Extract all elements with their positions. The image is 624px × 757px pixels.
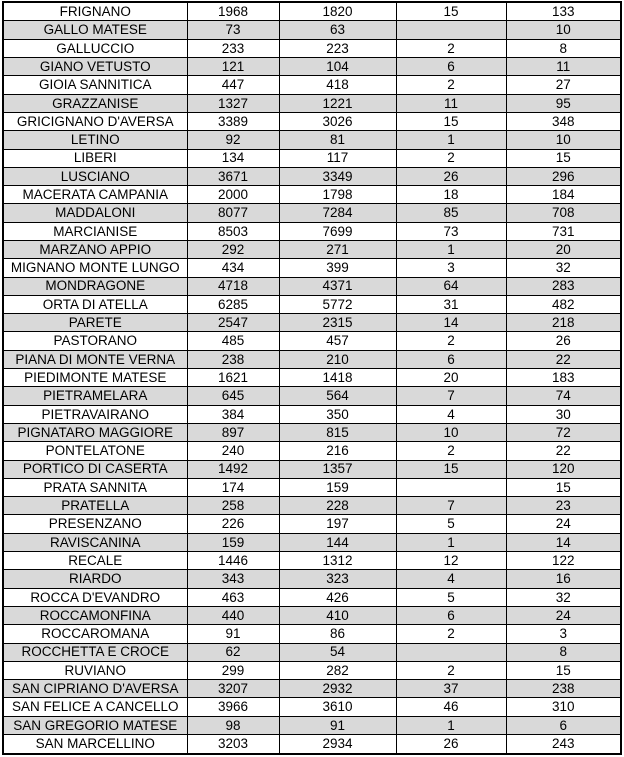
value-cell: 73 (396, 222, 506, 240)
value-cell: 11 (396, 94, 506, 112)
value-cell: 15 (396, 2, 506, 21)
value-cell: 27 (506, 76, 621, 94)
municipality-cell: PRESENZANO (3, 515, 187, 533)
value-cell: 4 (396, 570, 506, 588)
value-cell: 7699 (279, 222, 396, 240)
value-cell: 1 (396, 241, 506, 259)
value-cell: 24 (506, 515, 621, 533)
table-row (3, 295, 621, 313)
value-cell: 3966 (187, 698, 279, 716)
value-cell: 8077 (187, 204, 279, 222)
table-row (3, 131, 621, 149)
value-cell: 159 (279, 478, 396, 496)
value-cell: 3203 (187, 735, 279, 754)
value-cell: 299 (187, 661, 279, 679)
value-cell: 117 (279, 149, 396, 167)
table-row (3, 515, 621, 533)
value-cell: 2 (396, 625, 506, 643)
municipality-cell: ORTA DI ATELLA (3, 295, 187, 313)
municipality-cell: ROCCA D'EVANDRO (3, 588, 187, 606)
value-cell: 2932 (279, 680, 396, 698)
value-cell: 271 (279, 241, 396, 259)
value-cell: 6 (396, 606, 506, 624)
value-cell: 1221 (279, 94, 396, 112)
value-cell: 482 (506, 295, 621, 313)
value-cell: 282 (279, 661, 396, 679)
municipality-cell: ROCCAROMANA (3, 625, 187, 643)
value-cell: 645 (187, 387, 279, 405)
value-cell: 62 (187, 643, 279, 661)
municipality-cell: GRAZZANISE (3, 94, 187, 112)
municipality-cell: MIGNANO MONTE LUNGO (3, 259, 187, 277)
value-cell: 258 (187, 497, 279, 515)
value-cell: 7 (396, 497, 506, 515)
municipality-table (2, 1, 622, 755)
value-cell: 463 (187, 588, 279, 606)
value-cell: 133 (506, 2, 621, 21)
value-cell: 46 (396, 698, 506, 716)
table-row (3, 680, 621, 698)
municipality-cell: PIANA DI MONTE VERNA (3, 350, 187, 368)
municipality-cell: SAN FELICE A CANCELLO (3, 698, 187, 716)
value-cell: 3 (396, 259, 506, 277)
value-cell: 3026 (279, 112, 396, 130)
value-cell (396, 643, 506, 661)
value-cell: 2315 (279, 314, 396, 332)
value-cell: 7284 (279, 204, 396, 222)
value-cell: 343 (187, 570, 279, 588)
value-cell: 1312 (279, 552, 396, 570)
value-cell: 5772 (279, 295, 396, 313)
value-cell: 54 (279, 643, 396, 661)
value-cell: 6 (506, 716, 621, 734)
municipality-cell: SAN CIPRIANO D'AVERSA (3, 680, 187, 698)
value-cell: 30 (506, 405, 621, 423)
value-cell: 731 (506, 222, 621, 240)
table-row (3, 241, 621, 259)
table-row (3, 643, 621, 661)
value-cell: 292 (187, 241, 279, 259)
value-cell: 4371 (279, 277, 396, 295)
table-row (3, 259, 621, 277)
municipality-cell: PARETE (3, 314, 187, 332)
value-cell: 159 (187, 533, 279, 551)
table-row (3, 149, 621, 167)
value-cell: 197 (279, 515, 396, 533)
table-row (3, 39, 621, 57)
table-row (3, 58, 621, 76)
value-cell: 1968 (187, 2, 279, 21)
value-cell: 2547 (187, 314, 279, 332)
value-cell: 384 (187, 405, 279, 423)
value-cell: 2000 (187, 186, 279, 204)
value-cell: 120 (506, 460, 621, 478)
municipality-cell: LETINO (3, 131, 187, 149)
value-cell: 238 (506, 680, 621, 698)
value-cell: 243 (506, 735, 621, 754)
value-cell: 228 (279, 497, 396, 515)
municipality-cell: SAN GREGORIO MATESE (3, 716, 187, 734)
value-cell: 233 (187, 39, 279, 57)
value-cell: 15 (506, 661, 621, 679)
value-cell: 348 (506, 112, 621, 130)
table-row (3, 314, 621, 332)
value-cell: 122 (506, 552, 621, 570)
value-cell: 440 (187, 606, 279, 624)
value-cell: 399 (279, 259, 396, 277)
value-cell: 92 (187, 131, 279, 149)
value-cell: 1492 (187, 460, 279, 478)
municipality-cell: GIOIA SANNITICA (3, 76, 187, 94)
table-row (3, 552, 621, 570)
value-cell: 564 (279, 387, 396, 405)
value-cell: 121 (187, 58, 279, 76)
value-cell: 5 (396, 588, 506, 606)
table-row (3, 533, 621, 551)
table-row (3, 2, 621, 21)
table-row (3, 277, 621, 295)
municipality-cell: SAN MARCELLINO (3, 735, 187, 754)
municipality-cell: MONDRAGONE (3, 277, 187, 295)
value-cell: 12 (396, 552, 506, 570)
table-row (3, 606, 621, 624)
value-cell: 72 (506, 423, 621, 441)
value-cell: 16 (506, 570, 621, 588)
value-cell: 174 (187, 478, 279, 496)
value-cell: 226 (187, 515, 279, 533)
value-cell: 426 (279, 588, 396, 606)
table-row (3, 442, 621, 460)
value-cell (396, 478, 506, 496)
value-cell: 86 (279, 625, 396, 643)
value-cell: 32 (506, 588, 621, 606)
value-cell: 218 (506, 314, 621, 332)
value-cell: 350 (279, 405, 396, 423)
value-cell: 18 (396, 186, 506, 204)
municipality-cell: PRATELLA (3, 497, 187, 515)
value-cell: 3207 (187, 680, 279, 698)
table-row (3, 167, 621, 185)
value-cell: 63 (279, 21, 396, 39)
municipality-cell: LUSCIANO (3, 167, 187, 185)
value-cell: 1418 (279, 369, 396, 387)
value-cell: 216 (279, 442, 396, 460)
value-cell: 8503 (187, 222, 279, 240)
value-cell: 310 (506, 698, 621, 716)
municipality-cell: PIETRAVAIRANO (3, 405, 187, 423)
table-row (3, 222, 621, 240)
value-cell: 296 (506, 167, 621, 185)
value-cell: 238 (187, 350, 279, 368)
municipality-cell: MARZANO APPIO (3, 241, 187, 259)
value-cell: 897 (187, 423, 279, 441)
value-cell: 2 (396, 39, 506, 57)
table-row (3, 387, 621, 405)
table-row (3, 716, 621, 734)
value-cell: 2 (396, 76, 506, 94)
value-cell: 447 (187, 76, 279, 94)
table-row (3, 112, 621, 130)
value-cell: 434 (187, 259, 279, 277)
table-row (3, 186, 621, 204)
value-cell: 223 (279, 39, 396, 57)
value-cell: 26 (506, 332, 621, 350)
value-cell: 2 (396, 149, 506, 167)
value-cell: 20 (506, 241, 621, 259)
value-cell: 183 (506, 369, 621, 387)
table-row (3, 21, 621, 39)
value-cell: 1 (396, 533, 506, 551)
value-cell: 2934 (279, 735, 396, 754)
value-cell: 1446 (187, 552, 279, 570)
municipality-cell: MACERATA CAMPANIA (3, 186, 187, 204)
table-row (3, 661, 621, 679)
value-cell: 134 (187, 149, 279, 167)
municipality-cell: MADDALONI (3, 204, 187, 222)
value-cell: 91 (279, 716, 396, 734)
table-row (3, 460, 621, 478)
value-cell: 7 (396, 387, 506, 405)
value-cell: 10 (506, 21, 621, 39)
value-cell: 3349 (279, 167, 396, 185)
value-cell: 73 (187, 21, 279, 39)
value-cell: 64 (396, 277, 506, 295)
value-cell: 1621 (187, 369, 279, 387)
value-cell: 91 (187, 625, 279, 643)
municipality-cell: FRIGNANO (3, 2, 187, 21)
municipality-cell: RECALE (3, 552, 187, 570)
table-row (3, 76, 621, 94)
value-cell: 457 (279, 332, 396, 350)
value-cell: 1820 (279, 2, 396, 21)
value-cell: 1357 (279, 460, 396, 478)
table-row (3, 369, 621, 387)
value-cell: 14 (396, 314, 506, 332)
value-cell: 15 (396, 460, 506, 478)
table-row (3, 478, 621, 496)
value-cell: 85 (396, 204, 506, 222)
value-cell: 210 (279, 350, 396, 368)
municipality-cell: ROCCAMONFINA (3, 606, 187, 624)
value-cell: 1798 (279, 186, 396, 204)
value-cell: 8 (506, 39, 621, 57)
value-cell: 11 (506, 58, 621, 76)
municipality-cell: GALLUCCIO (3, 39, 187, 57)
value-cell: 184 (506, 186, 621, 204)
municipality-cell: GRICIGNANO D'AVERSA (3, 112, 187, 130)
value-cell: 10 (506, 131, 621, 149)
value-cell: 708 (506, 204, 621, 222)
municipality-cell: RAVISCANINA (3, 533, 187, 551)
municipality-cell: PIETRAMELARA (3, 387, 187, 405)
value-cell: 3610 (279, 698, 396, 716)
table-row (3, 204, 621, 222)
value-cell: 3389 (187, 112, 279, 130)
table-row (3, 405, 621, 423)
value-cell: 74 (506, 387, 621, 405)
value-cell: 5 (396, 515, 506, 533)
municipality-cell: PIEDIMONTE MATESE (3, 369, 187, 387)
value-cell: 26 (396, 167, 506, 185)
value-cell: 240 (187, 442, 279, 460)
table-row (3, 625, 621, 643)
value-cell: 15 (506, 478, 621, 496)
municipality-cell: PRATA SANNITA (3, 478, 187, 496)
value-cell: 15 (396, 112, 506, 130)
value-cell: 31 (396, 295, 506, 313)
value-cell: 24 (506, 606, 621, 624)
table-row (3, 588, 621, 606)
municipality-cell: RIARDO (3, 570, 187, 588)
value-cell: 3671 (187, 167, 279, 185)
table-row (3, 94, 621, 112)
table-row (3, 332, 621, 350)
value-cell: 4718 (187, 277, 279, 295)
table-row (3, 423, 621, 441)
value-cell: 95 (506, 94, 621, 112)
value-cell: 15 (506, 149, 621, 167)
value-cell: 3 (506, 625, 621, 643)
value-cell (396, 21, 506, 39)
value-cell: 26 (396, 735, 506, 754)
value-cell: 1 (396, 131, 506, 149)
value-cell: 6 (396, 350, 506, 368)
value-cell: 8 (506, 643, 621, 661)
value-cell: 81 (279, 131, 396, 149)
municipality-cell: ROCCHETTA E CROCE (3, 643, 187, 661)
value-cell: 104 (279, 58, 396, 76)
value-cell: 37 (396, 680, 506, 698)
municipality-cell: RUVIANO (3, 661, 187, 679)
table-row (3, 735, 621, 754)
table-row (3, 698, 621, 716)
value-cell: 485 (187, 332, 279, 350)
value-cell: 283 (506, 277, 621, 295)
table-row (3, 350, 621, 368)
value-cell: 6285 (187, 295, 279, 313)
value-cell: 32 (506, 259, 621, 277)
value-cell: 4 (396, 405, 506, 423)
value-cell: 144 (279, 533, 396, 551)
value-cell: 2 (396, 442, 506, 460)
value-cell: 418 (279, 76, 396, 94)
municipality-cell: PASTORANO (3, 332, 187, 350)
value-cell: 2 (396, 661, 506, 679)
value-cell: 410 (279, 606, 396, 624)
value-cell: 2 (396, 332, 506, 350)
municipality-cell: PIGNATARO MAGGIORE (3, 423, 187, 441)
municipality-cell: GALLO MATESE (3, 21, 187, 39)
value-cell: 20 (396, 369, 506, 387)
municipality-cell: GIANO VETUSTO (3, 58, 187, 76)
value-cell: 1327 (187, 94, 279, 112)
value-cell: 98 (187, 716, 279, 734)
value-cell: 815 (279, 423, 396, 441)
municipality-cell: PORTICO DI CASERTA (3, 460, 187, 478)
value-cell: 10 (396, 423, 506, 441)
value-cell: 6 (396, 58, 506, 76)
municipality-cell: LIBERI (3, 149, 187, 167)
municipality-cell: MARCIANISE (3, 222, 187, 240)
value-cell: 22 (506, 442, 621, 460)
municipality-cell: PONTELATONE (3, 442, 187, 460)
value-cell: 1 (396, 716, 506, 734)
value-cell: 323 (279, 570, 396, 588)
table-body (3, 2, 621, 754)
value-cell: 23 (506, 497, 621, 515)
table-row (3, 497, 621, 515)
value-cell: 22 (506, 350, 621, 368)
value-cell: 14 (506, 533, 621, 551)
table-row (3, 570, 621, 588)
